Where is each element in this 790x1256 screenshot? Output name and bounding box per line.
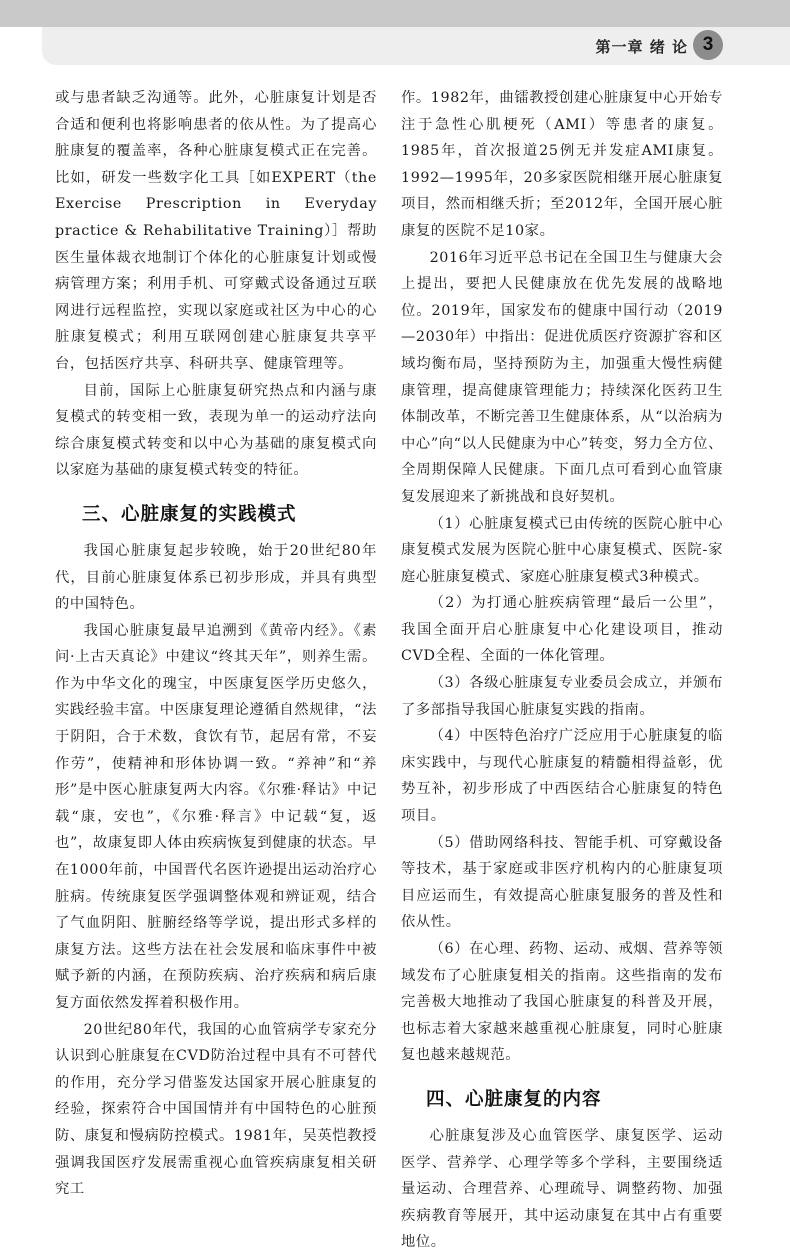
paragraph: 目前，国际上心脏康复研究热点和内涵与康复模式的转变相一致，表现为单一的运动疗法向综合康复模式转变和以中心为基础的康复模式向以家庭为基础的康复模式转变的特征。 [55, 382, 377, 479]
section-heading-4: 四、心脏康复的内容 [426, 1088, 602, 1110]
paragraph: 或与患者缺乏沟通等。此外，心脏康复计划是否合适和便利也将影响患者的依从性。为了提高心脏康复的覆盖率，各种心脏康复模式正在完善。比如，研发一些数字化工具［如EXPERT（the Exercise Prescription in Everyday practice & Rehabilitative Training）］帮助医生量体裁衣地制订个体化的心脏康复计划或慢病管理方案；利用手机、可穿戴式设备通过互联网进行远程监控，实现以家庭或社区为中心的心脏康复模式；利用互联网创建心脏康复共享平台，包括医疗共享、科研共享、健康管理等。 [55, 90, 377, 372]
page-number: 3 [693, 30, 723, 60]
list-item: （6）在心理、药物、运动、戒烟、营养等领域发布了心脏康复相关的指南。这些指南的发布完善极大地推动了我国心脏康复的科普及开展，也标志着大家越来越重视心脏康复，同时心脏康复也越来越规范。 [401, 941, 723, 1064]
list-item: （4）中医特色治疗广泛应用于心脏康复的临床实践中，与现代心脏康复的精髓相得益彰，优势互补，初步形成了中西医结合心脏康复的特色项目。 [401, 728, 723, 825]
header-band [0, 0, 790, 27]
paragraph: 作。1982年，曲镭教授创建心脏康复中心开始专注于急性心肌梗死（AMI）等患者的康复。1985年，首次报道25例无并发症AMI康复。1992—1995年，20多家医院相继开展心脏康复项目，然而相继夭折；至2012年，全国开展心脏康复的医院不足10家。 [401, 90, 723, 239]
list-item: （2）为打通心脏疾病管理“最后一公里”，我国全面开启心脏康复中心化建设项目，推动CVD全程、全面的一体化管理。 [401, 595, 723, 665]
section-heading-3: 三、心脏康复的实践模式 [82, 503, 297, 525]
paragraph: 我国心脏康复最早追溯到《黄帝内经》。《素问·上古天真论》中建议“终其天年”，则养生需。作为中华文化的瑰宝，中医康复医学历史悠久，实践经验丰富。中医康复理论遵循自然规律，“法于阴阳，合于术数，食饮有节，起居有常，不妄作劳”，使精神和形体协调一致。“养神”和“养形”是中医心脏康复两大内容。《尔雅·释诂》中记载“康，安也”，《尔雅·释言》中记载“复，返也”，故康复即人体由疾病恢复到健康的状态。早在1000年前，中国晋代名医许逊提出运动治疗心脏病。传统康复医学强调整体观和辨证观，结合了气血阴阳、脏腑经络等学说，提出形式多样的康复方法。这些方法在社会发展和临床事件中被赋予新的内涵，在预防疾病、治疗疾病和病后康复方面依然发挥着积极作用。 [55, 622, 377, 1011]
left-column [55, 85, 377, 1203]
paragraph: 心脏康复涉及心血管医学、康复医学、运动医学、营养学、心理学等多个学科，主要围绕适量运动、合理营养、心理疏导、调整药物、加强疾病教育等展开，其中运动康复在其中占有重要地位。 [401, 1127, 723, 1251]
chapter-title: 第一章 绪 论 [595, 38, 688, 56]
list-item: （5）借助网络科技、智能手机、可穿戴设备等技术，基于家庭或非医疗机构内的心脏康复项目应运而生，有效提高心脏康复服务的普及性和依从性。 [401, 834, 723, 931]
list-item: （1）心脏康复模式已由传统的医院心脏中心康复模式发展为医院心脏中心康复模式、医院-家庭心脏康复模式、家庭心脏康复模式3种模式。 [401, 515, 723, 585]
paragraph: 我国心脏康复起步较晚，始于20世纪80年代，目前心脏康复体系已初步形成，并具有典型的中国特色。 [55, 542, 377, 613]
paragraph: 2016年习近平总书记在全国卫生与健康大会上提出，要把人民健康放在优先发展的战略地位。2019年，国家发布的健康中国行动（2019—2030年）中指出：促进优质医疗资源扩容和区域均衡布局，坚持预防为主，加强重大慢性病健康管理，提高健康管理能力；持续深化医药卫生体制改革，不断完善卫生健康体系，从“以治病为中心”向“以人民健康为中心”转变，努力全方位、全周期保障人民健康。下面几点可看到心血管康复发展迎来了新挑战和良好契机。 [401, 249, 723, 505]
right-column [401, 85, 723, 1256]
list-item: （3）各级心脏康复专业委员会成立，并颁布了多部指导我国心脏康复实践的指南。 [401, 675, 723, 718]
paragraph: 20世纪80年代，我国的心血管病学专家充分认识到心脏康复在CVD防治过程中具有不可替代的作用，充分学习借鉴发达国家开展心脏康复的经验，探索符合中国国情并有中国特色的心脏预防、康复和慢病防控模式。1981年，吴英恺教授强调我国医疗发展需重视心血管疾病康复相关研究工 [55, 1021, 377, 1198]
